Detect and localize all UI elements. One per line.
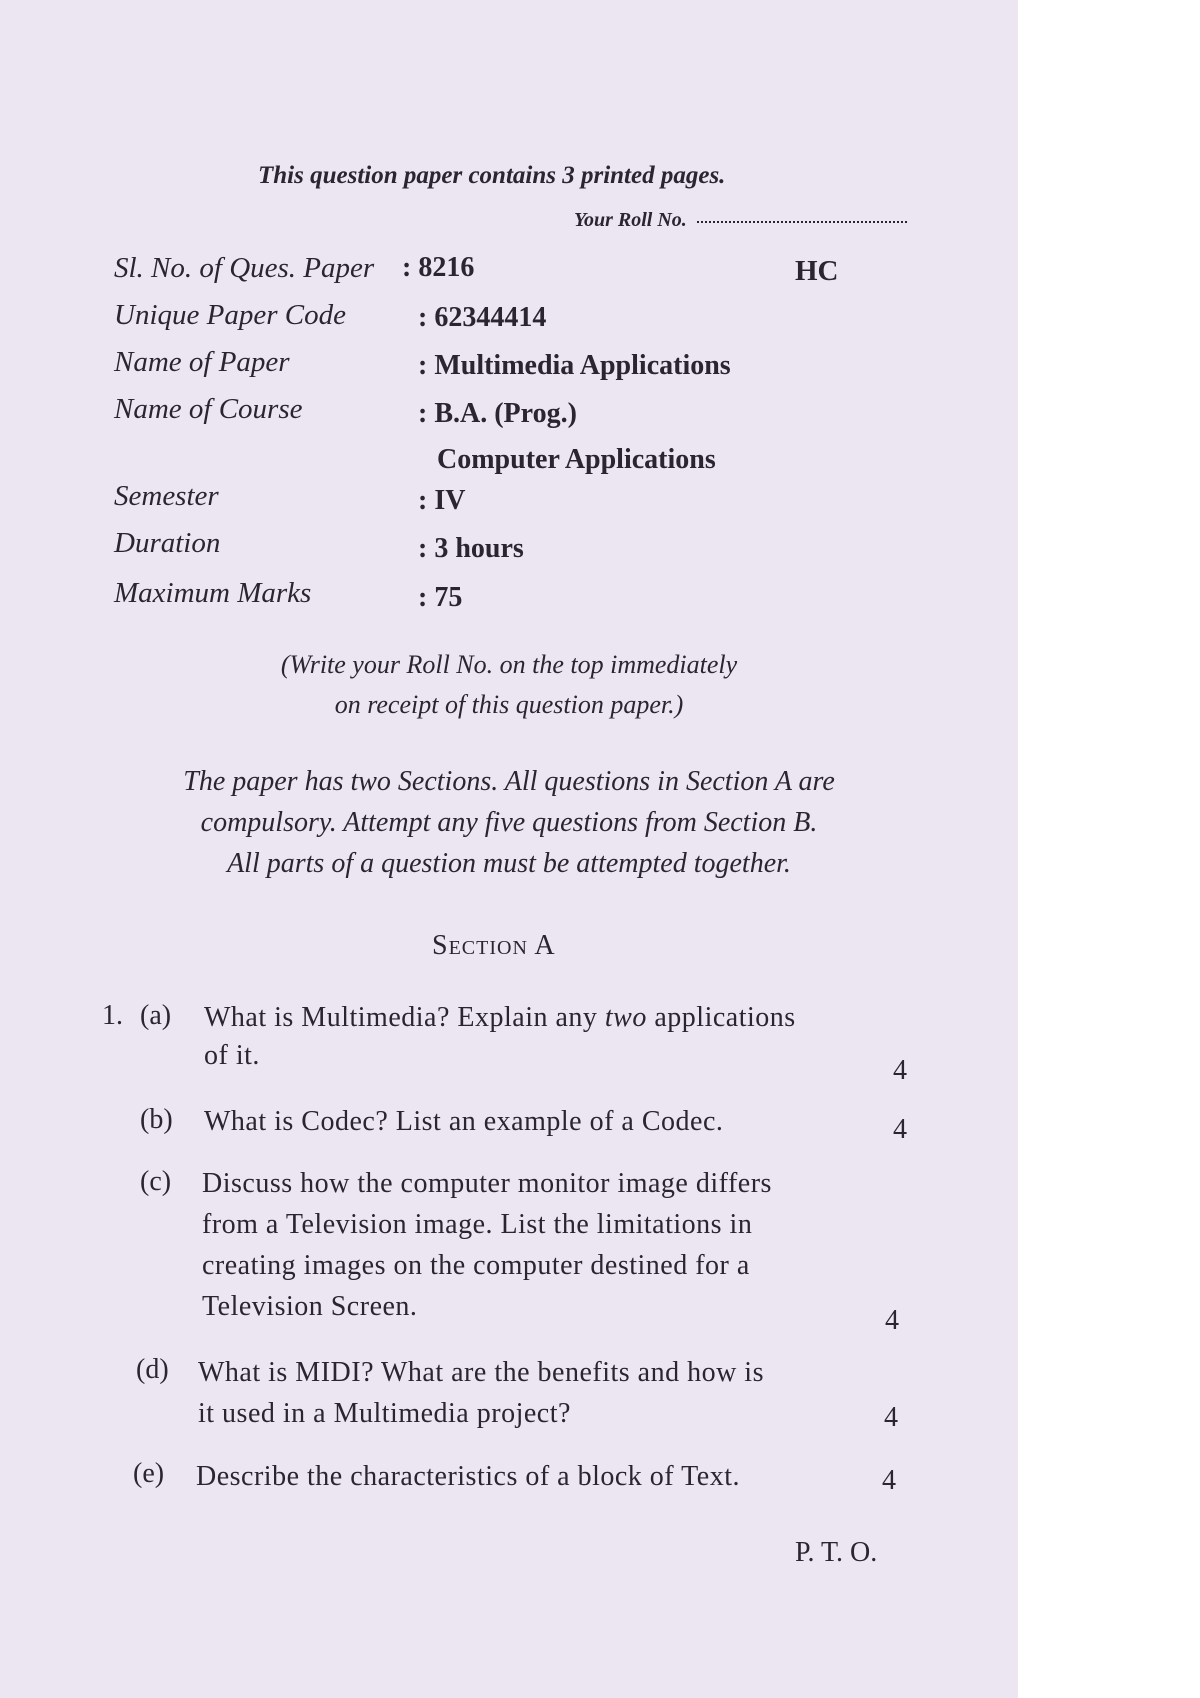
semester-value: : IV — [418, 485, 466, 516]
part-c-line-4: Television Screen. — [202, 1291, 418, 1322]
part-e-marks: 4 — [882, 1465, 896, 1496]
part-c-line-2: from a Television image. List the limitations in — [202, 1209, 753, 1240]
maximum-marks-value: : 75 — [418, 582, 463, 613]
part-b-line-1: What is Codec? List an example of a Codec. — [204, 1106, 724, 1137]
pages-note: This question paper contains 3 printed pages. — [258, 162, 726, 189]
question-number: 1. — [102, 1000, 123, 1031]
course-name-value: : B.A. (Prog.) — [418, 398, 577, 429]
unique-paper-code-label: Unique Paper Code — [114, 299, 346, 331]
maximum-marks-label: Maximum Marks — [114, 577, 312, 609]
duration-value: : 3 hours — [418, 533, 524, 564]
roll-number-instruction: (Write your Roll No. on the top immediately on receipt of this question paper.) — [280, 650, 738, 719]
part-d-marks: 4 — [884, 1402, 898, 1433]
section-title: Section A — [432, 930, 556, 961]
part-a-line-2: of it. — [204, 1040, 260, 1071]
part-c-line-1: Discuss how the computer monitor image differs — [202, 1168, 772, 1199]
course-name-label: Name of Course — [114, 393, 303, 425]
roll-number-blank — [697, 221, 907, 223]
part-c-label: (c) — [140, 1166, 172, 1197]
paper-tag: HC — [795, 255, 839, 287]
part-d-line-1: What is MIDI? What are the benefits and how is — [198, 1357, 764, 1388]
general-instructions: The paper has two Sections. All questions in Section A are compulsory. Attempt any five questions from Section B. All parts of a question must be attempted together. — [183, 766, 835, 879]
part-b-marks: 4 — [893, 1114, 907, 1145]
part-d-label: (d) — [136, 1354, 169, 1385]
paper-name-value: : Multimedia Applications — [418, 350, 731, 381]
duration-label: Duration — [114, 527, 221, 559]
serial-number-label: Sl. No. of Ques. Paper — [114, 252, 375, 284]
part-a-marks: 4 — [893, 1055, 907, 1086]
unique-paper-code-value: : 62344414 — [418, 302, 547, 333]
part-e-label: (e) — [133, 1458, 165, 1489]
part-d-line-2: it used in a Multimedia project? — [198, 1398, 571, 1429]
part-a-label: (a) — [140, 1000, 172, 1031]
part-b-label: (b) — [140, 1104, 173, 1135]
part-c-line-3: creating images on the computer destined for a — [202, 1250, 750, 1281]
roll-number-field — [574, 209, 907, 232]
part-a-line-1: What is Multimedia? Explain any two applications — [204, 1002, 796, 1033]
part-c-marks: 4 — [885, 1305, 899, 1336]
course-name-value-line2: Computer Applications — [437, 444, 716, 475]
part-e-line-1: Describe the characteristics of a block of Text. — [196, 1461, 740, 1492]
serial-number-value: : 8216 — [402, 252, 475, 283]
paper-name-label: Name of Paper — [114, 346, 290, 378]
please-turn-over: P. T. O. — [795, 1537, 878, 1568]
roll-number-label: Your Roll No. — [574, 209, 687, 231]
semester-label: Semester — [114, 480, 219, 512]
